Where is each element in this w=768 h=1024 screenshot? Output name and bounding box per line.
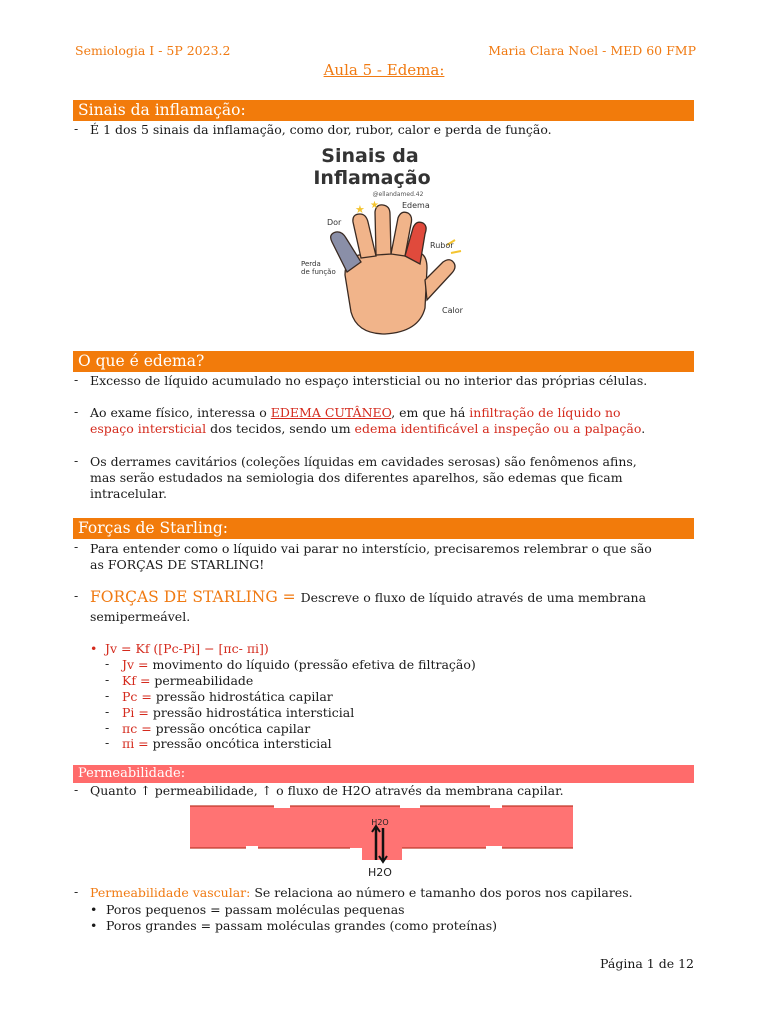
- edema-p1: Excesso de líquido acumulado no espaço intersticial ou no interior das próprias células.: [90, 373, 648, 388]
- starling-p2-line1: FORÇAS DE STARLING = Descreve o fluxo de líquido através de uma membrana: [90, 588, 647, 606]
- membrane-diagram: [190, 800, 575, 880]
- starling-p1-line2: as FORÇAS DE STARLING!: [90, 557, 265, 572]
- label-edema: Edema: [402, 201, 430, 210]
- permeabilidade-p1: Quanto ↑ permeabilidade, ↑ o fluxo de H2O através da membrana capilar.: [90, 783, 564, 798]
- hand-title-line2: Inflamação: [313, 167, 431, 189]
- hand-title-line1: Sinais da: [321, 145, 419, 167]
- list-dash: -: [105, 656, 110, 671]
- sinais-text: É 1 dos 5 sinais da inflamação, como dor, rubor, calor e perda de função.: [90, 122, 552, 137]
- term-row: πc = pressão oncótica capilar: [122, 721, 311, 736]
- term-row: Kf = permeabilidade: [122, 673, 254, 688]
- label-dor: Dor: [327, 218, 342, 227]
- label-calor: Calor: [442, 306, 463, 315]
- list-dash: -: [105, 688, 110, 703]
- page-number: Página 1 de 12: [600, 956, 694, 971]
- diagram-h2o-top: H2O: [371, 818, 389, 827]
- edema-p3-line3: intracelular.: [90, 486, 167, 501]
- edema-p2-line1: Ao exame físico, interessa o EDEMA CUTÂNEO, em que há infiltração de líquido no: [90, 405, 621, 420]
- bullet-dot: •: [90, 902, 98, 917]
- edema-p3-line2: mas serão estudados na semiologia dos diferentes aparelhos, são edemas que ficam: [90, 470, 623, 485]
- star-icon: ★: [370, 200, 379, 211]
- header-left: Semiologia I - 5P 2023.2: [75, 43, 231, 58]
- list-dash: -: [105, 735, 110, 750]
- list-dash: -: [74, 453, 79, 468]
- header-right: Maria Clara Noel - MED 60 FMP: [488, 43, 696, 58]
- page-title: Aula 5 - Edema:: [323, 61, 445, 79]
- list-item: Poros grandes = passam moléculas grandes (como proteínas): [106, 918, 497, 933]
- term-row: Pi = pressão hidrostática intersticial: [122, 705, 355, 720]
- edema-cutaneo-term: EDEMA CUTÂNEO: [270, 405, 392, 420]
- starling-p1-line1: Para entender como o líquido vai parar no interstício, precisaremos relembrar o que são: [90, 541, 652, 556]
- starling-formula: Jv = Kf ([Pc-Pi] − [πc- πi]): [105, 641, 269, 656]
- permeabilidade-p2: Permeabilidade vascular: Se relaciona ao número e tamanho dos poros nos capilares.: [90, 885, 633, 900]
- starling-p2-line2: semipermeável.: [90, 609, 191, 624]
- inflammation-hand-illustration: [275, 140, 480, 345]
- list-dash: -: [74, 782, 79, 797]
- list-dash: -: [105, 672, 110, 687]
- section-heading-sinais: Sinais da inflamação:: [73, 100, 694, 121]
- edema-p3-line1: Os derrames cavitários (coleções líquidas em cavidades serosas) são fenômenos afins,: [90, 454, 637, 469]
- list-dash: -: [105, 704, 110, 719]
- section-heading-starling: Forças de Starling:: [73, 518, 694, 539]
- label-perda-1: Perda: [301, 260, 321, 268]
- list-dash: -: [74, 539, 79, 554]
- list-dash: -: [74, 404, 79, 419]
- list-item: Poros pequenos = passam moléculas pequenas: [106, 902, 405, 917]
- edema-p2-line2: espaço intersticial dos tecidos, sendo um edema identificável a inspeção ou a palpação.: [90, 421, 646, 436]
- hand-signature: @ellandamed.42: [372, 191, 424, 198]
- term-row: Pc = pressão hidrostática capilar: [122, 689, 333, 704]
- list-dash: -: [74, 121, 79, 136]
- list-dash: -: [105, 720, 110, 735]
- star-icon: ★: [355, 203, 365, 216]
- term-row: Jv = movimento do líquido (pressão efetiva de filtração): [122, 657, 476, 672]
- term-row: πi = pressão oncótica intersticial: [122, 736, 332, 751]
- bullet-dot: •: [90, 918, 98, 933]
- label-perda-2: de função: [301, 268, 336, 276]
- label-rubor: Rubor: [430, 241, 454, 250]
- list-dash: -: [74, 372, 79, 387]
- list-dash: -: [74, 884, 79, 899]
- section-heading-edema: O que é edema?: [73, 351, 694, 372]
- bullet-dot: •: [90, 641, 98, 656]
- section-heading-permeabilidade: Permeabilidade:: [73, 765, 694, 783]
- list-dash: -: [74, 588, 79, 603]
- diagram-h2o-bottom: H2O: [368, 866, 392, 879]
